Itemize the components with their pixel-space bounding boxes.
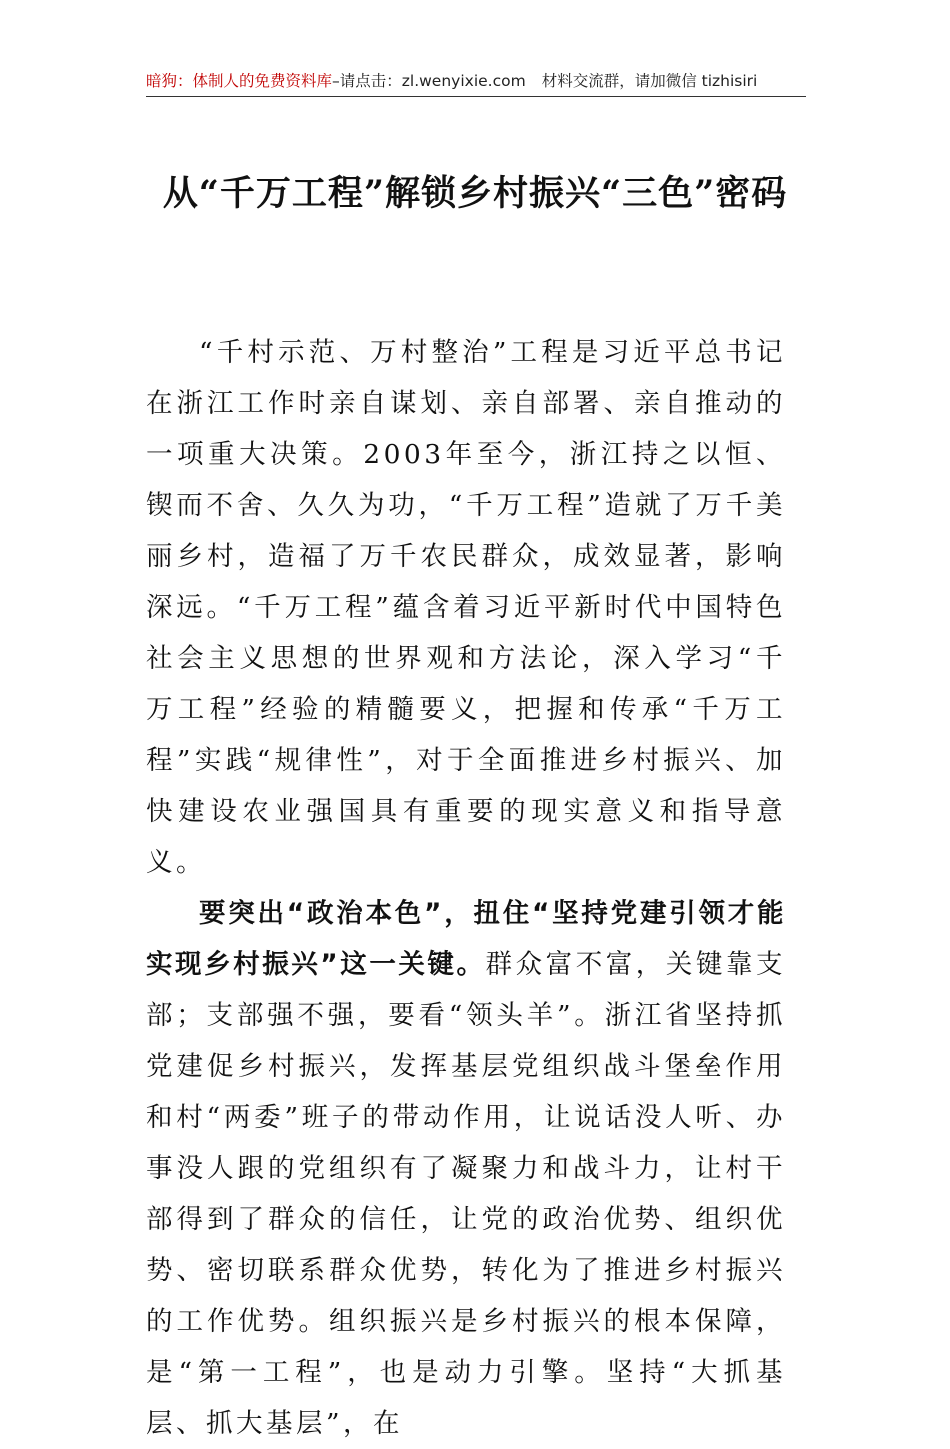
document-body — [146, 327, 786, 1449]
paragraph-body-text: 群众富不富，关键靠支部；支部强不强，要看“领头羊”。浙江省坚持抓党建促乡村振兴，发挥基层党组织战斗堡垒作用和村“两委”班子的带动作用，让说话没人听、办事没人跟的党组织有了凝聚力和战斗力，让村干部得到了群众的信任，让党的政治优势、组织优势、密切联系群众优势，转化为了推进乡村振兴的工作优势。组织振兴是乡村振兴的根本保障，是“第一工程”，也是动力引擎。坚持“大抓基层、抓大基层”，在 — [146, 949, 787, 1439]
header-contact: 材料交流群，请加微信 tizhisiri — [541, 72, 758, 90]
document-title: 从“千万工程”解锁乡村振兴“三色”密码 — [162, 173, 788, 214]
header-link-text[interactable]: –请点击：zl.wenyixie.com — [332, 72, 526, 90]
paragraph-political-color — [146, 888, 786, 1449]
header-site-name: 暗狗：体制人的免费资料库 — [146, 72, 333, 90]
paragraph-intro: “千村示范、万村整治”工程是习近平总书记在浙江工作时亲自谋划、亲自部署、亲自推动的一项重大决策。2003年至今，浙江持之以恒、锲而不舍、久久为功，“千万工程”造就了万千美丽乡村，造福了万千农民群众，成效显著，影响深远。“千万工程”蕴含着习近平新时代中国特色社会主义思想的世界观和方法论，深入学习“千万工程”经验的精髓要义，把握和传承“千万工程”实践“规律性”，对于全面推进乡村振兴、加快建设农业强国具有重要的现实意义和指导意义。 — [146, 337, 786, 878]
page-header — [146, 70, 806, 97]
paragraph-lead-sentence: 要突出“政治本色”，扭住“坚持党建引领才能实现乡村振兴”这一关键。 — [146, 898, 786, 980]
